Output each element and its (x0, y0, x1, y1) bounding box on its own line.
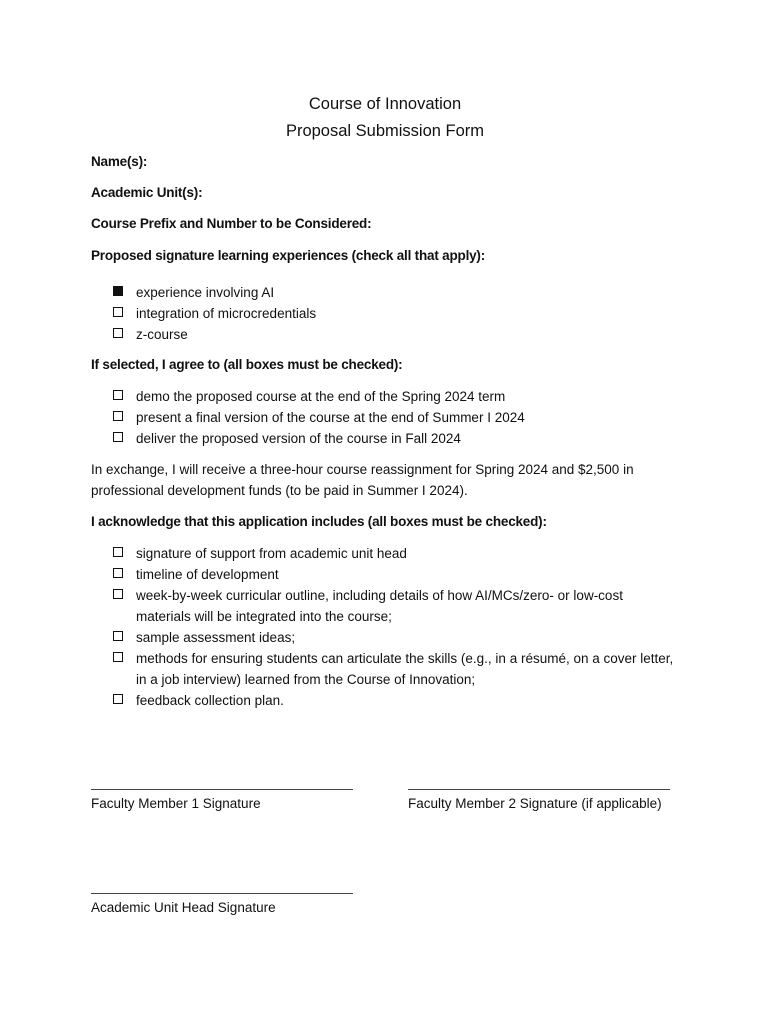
checkbox-label: deliver the proposed version of the course in Fall 2024 (136, 431, 461, 446)
checkbox-label: signature of support from academic unit head (136, 546, 407, 561)
checkbox[interactable] (113, 547, 123, 557)
checkbox-label: present a final version of the course at the end of Summer I 2024 (136, 410, 525, 425)
unit-head-signature-label: Academic Unit Head Signature (91, 900, 276, 915)
checkbox-item-deliver[interactable] (113, 428, 676, 449)
checkbox[interactable] (113, 568, 123, 578)
checkbox[interactable] (113, 411, 123, 421)
acknowledge-heading: I acknowledge that this application includes (all boxes must be checked): (91, 514, 547, 529)
checkbox[interactable] (113, 432, 123, 442)
faculty-1-signature-line[interactable] (91, 789, 353, 790)
form-title: Course of Innovation (308, 95, 462, 113)
checkbox-label: methods for ensuring students can articulate the skills (e.g., in a résumé, on a cover letter, in a job interview) learned from the Course of Innovation; (136, 651, 674, 687)
checkbox-item-feedback[interactable] (113, 690, 676, 711)
form-subtitle: Proposal Submission Form (285, 122, 485, 140)
checkbox[interactable] (113, 390, 123, 400)
checkbox[interactable] (113, 589, 123, 599)
checkbox[interactable] (113, 307, 123, 317)
checkbox[interactable] (113, 694, 123, 704)
checkbox-label: timeline of development (136, 567, 279, 582)
checkbox-item-ai[interactable] (113, 282, 676, 303)
faculty-2-signature-line[interactable] (408, 789, 670, 790)
academic-unit-field-label: Academic Unit(s): (91, 185, 203, 200)
checkbox[interactable] (113, 631, 123, 641)
names-field-label: Name(s): (91, 154, 148, 169)
course-prefix-field-label: Course Prefix and Number to be Considered: (91, 216, 372, 231)
checkbox-item-timeline[interactable] (113, 564, 676, 585)
checkbox-item-curricular-outline[interactable] (113, 585, 676, 627)
checkbox-item-present[interactable] (113, 407, 676, 428)
checkbox-label: week-by-week curricular outline, including details of how AI/MCs/zero- or low-cost materials will be integrated into the course; (136, 588, 623, 624)
checkbox-item-demo[interactable] (113, 386, 676, 407)
checkbox[interactable] (113, 328, 123, 338)
checkbox-label: experience involving AI (136, 285, 275, 300)
faculty-2-signature-label: Faculty Member 2 Signature (if applicable) (408, 796, 662, 811)
checkbox-label: feedback collection plan. (136, 693, 284, 708)
checkbox-item-assessment[interactable] (113, 627, 676, 648)
faculty-1-signature-label: Faculty Member 1 Signature (91, 796, 261, 811)
checkbox-label: sample assessment ideas; (136, 630, 296, 645)
checkbox-item-methods[interactable] (113, 648, 676, 690)
experiences-heading: Proposed signature learning experiences (check all that apply): (91, 248, 486, 263)
unit-head-signature-line[interactable] (91, 893, 353, 894)
checkbox-label: demo the proposed course at the end of the Spring 2024 term (136, 389, 506, 404)
checkbox-item-support-signature[interactable] (113, 543, 676, 564)
checkbox-item-z-course[interactable] (113, 324, 676, 345)
exchange-paragraph: In exchange, I will receive a three-hour course reassignment for Spring 2024 and $2,500 in professional development funds (to be paid in Summer I 2024). (91, 462, 634, 498)
checkbox-item-microcredentials[interactable] (113, 303, 676, 324)
checkbox-checked[interactable] (113, 286, 123, 296)
checkbox[interactable] (113, 652, 123, 662)
checkbox-label: integration of microcredentials (136, 306, 317, 321)
agree-heading: If selected, I agree to (all boxes must be checked): (91, 357, 403, 372)
checkbox-label: z-course (136, 327, 188, 342)
